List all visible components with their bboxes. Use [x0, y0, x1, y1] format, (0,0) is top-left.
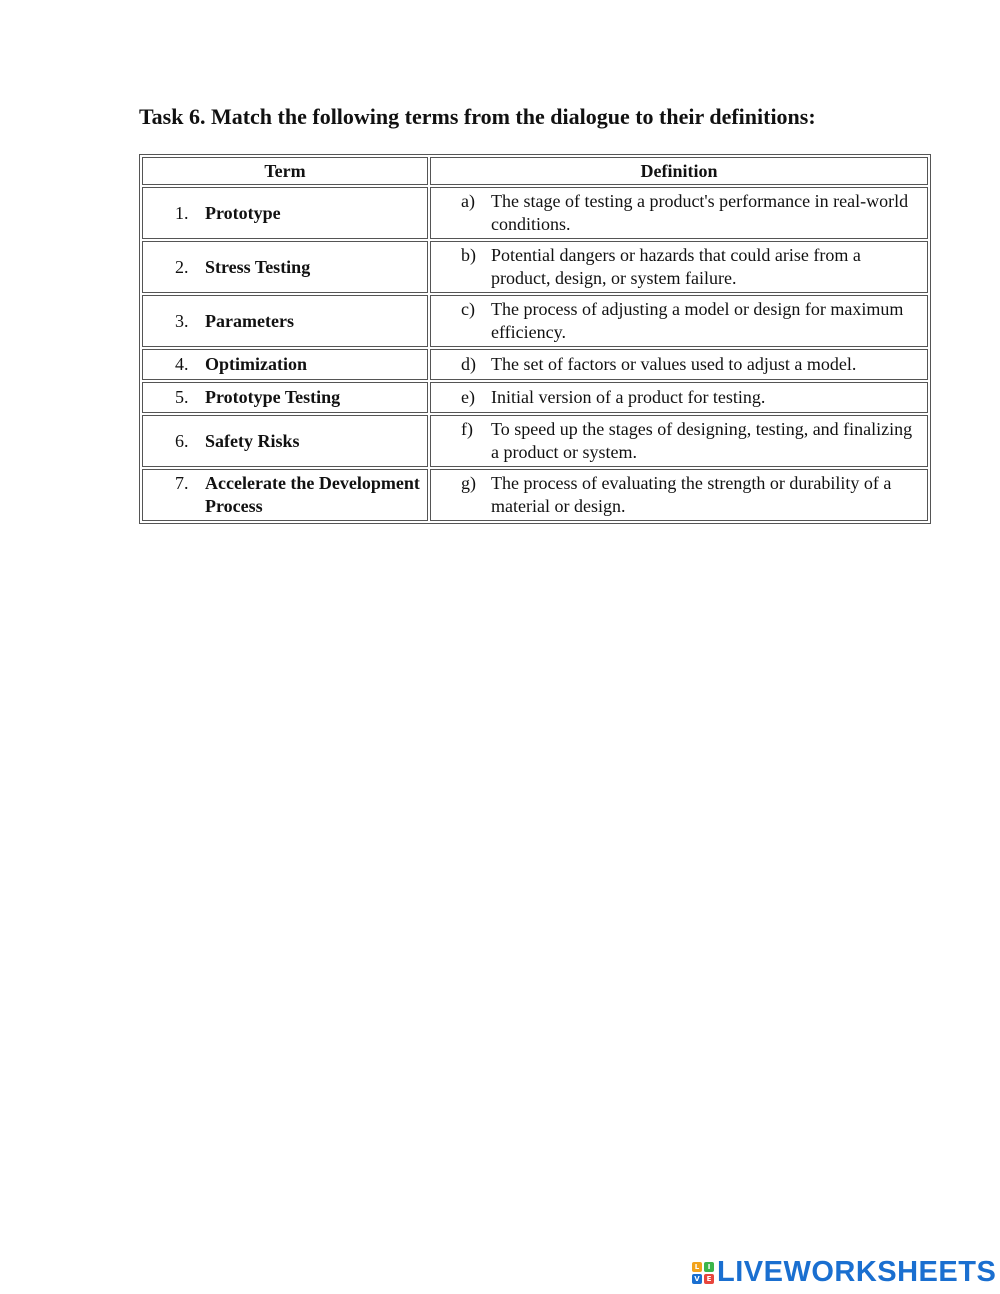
definition-letter: e)	[461, 387, 475, 407]
definition-cell	[430, 349, 928, 380]
term-cell	[142, 382, 428, 413]
term-number: 7.	[175, 473, 189, 493]
table-header-row	[142, 157, 928, 185]
term-number: 4.	[175, 354, 189, 374]
definition-text: To speed up the stages of designing, testing, and finalizing a product or system.	[491, 419, 913, 462]
table-row	[142, 187, 928, 239]
logo-text: LIVEWORKSHEETS	[717, 1256, 997, 1288]
definition-letter: c)	[461, 299, 475, 319]
term-cell	[142, 469, 428, 521]
term-text: Optimization	[205, 354, 307, 374]
term-number: 1.	[175, 202, 189, 223]
definition-text: The process of adjusting a model or design for maximum efficiency.	[491, 299, 904, 342]
definition-cell	[430, 187, 928, 239]
table-row	[142, 382, 928, 413]
header-term: Term	[142, 157, 428, 185]
definition-text: Potential dangers or hazards that could arise from a product, design, or system failure.	[491, 245, 861, 288]
term-number: 2.	[175, 256, 189, 277]
definition-text: The set of factors or values used to adjust a model.	[491, 354, 857, 374]
definition-cell	[430, 469, 928, 521]
term-text: Prototype Testing	[205, 387, 341, 407]
task-title: Task 6. Match the following terms from the dialogue to their definitions:	[139, 104, 816, 129]
table-row	[142, 415, 928, 467]
header-definition: Definition	[430, 157, 928, 185]
term-cell	[142, 187, 428, 239]
definition-letter: d)	[461, 354, 476, 374]
definition-letter: b)	[461, 245, 476, 265]
definition-text: The stage of testing a product's performance in real-world conditions.	[491, 191, 909, 234]
logo-blocks-icon	[692, 1262, 714, 1284]
logo-block: E	[704, 1274, 714, 1284]
definition-text: The process of evaluating the strength or durability of a material or design.	[491, 473, 892, 516]
definition-text: Initial version of a product for testing.	[491, 387, 766, 407]
logo-block: I	[704, 1262, 714, 1272]
term-text: Safety Risks	[205, 430, 300, 451]
table-row	[142, 241, 928, 293]
definition-cell	[430, 415, 928, 467]
definition-cell	[430, 295, 928, 347]
definition-letter: f)	[461, 419, 473, 439]
table-row	[142, 295, 928, 347]
term-text: Accelerate the Development Process	[205, 473, 420, 516]
table-row	[142, 469, 928, 521]
liveworksheets-logo	[692, 1256, 996, 1289]
definition-cell	[430, 382, 928, 413]
term-text: Parameters	[205, 310, 294, 331]
term-number: 3.	[175, 310, 189, 331]
term-cell	[142, 415, 428, 467]
term-number: 5.	[175, 387, 189, 407]
term-text: Stress Testing	[205, 256, 311, 277]
term-cell	[142, 349, 428, 380]
definition-cell	[430, 241, 928, 293]
matching-table	[139, 154, 931, 524]
term-number: 6.	[175, 430, 189, 451]
term-cell	[142, 241, 428, 293]
definition-letter: a)	[461, 191, 475, 211]
term-cell	[142, 295, 428, 347]
matching-table-wrapper	[139, 154, 931, 524]
definition-letter: g)	[461, 473, 476, 493]
term-text: Prototype	[205, 202, 281, 223]
logo-block: L	[692, 1262, 702, 1272]
logo-block: V	[692, 1274, 702, 1284]
table-row	[142, 349, 928, 380]
